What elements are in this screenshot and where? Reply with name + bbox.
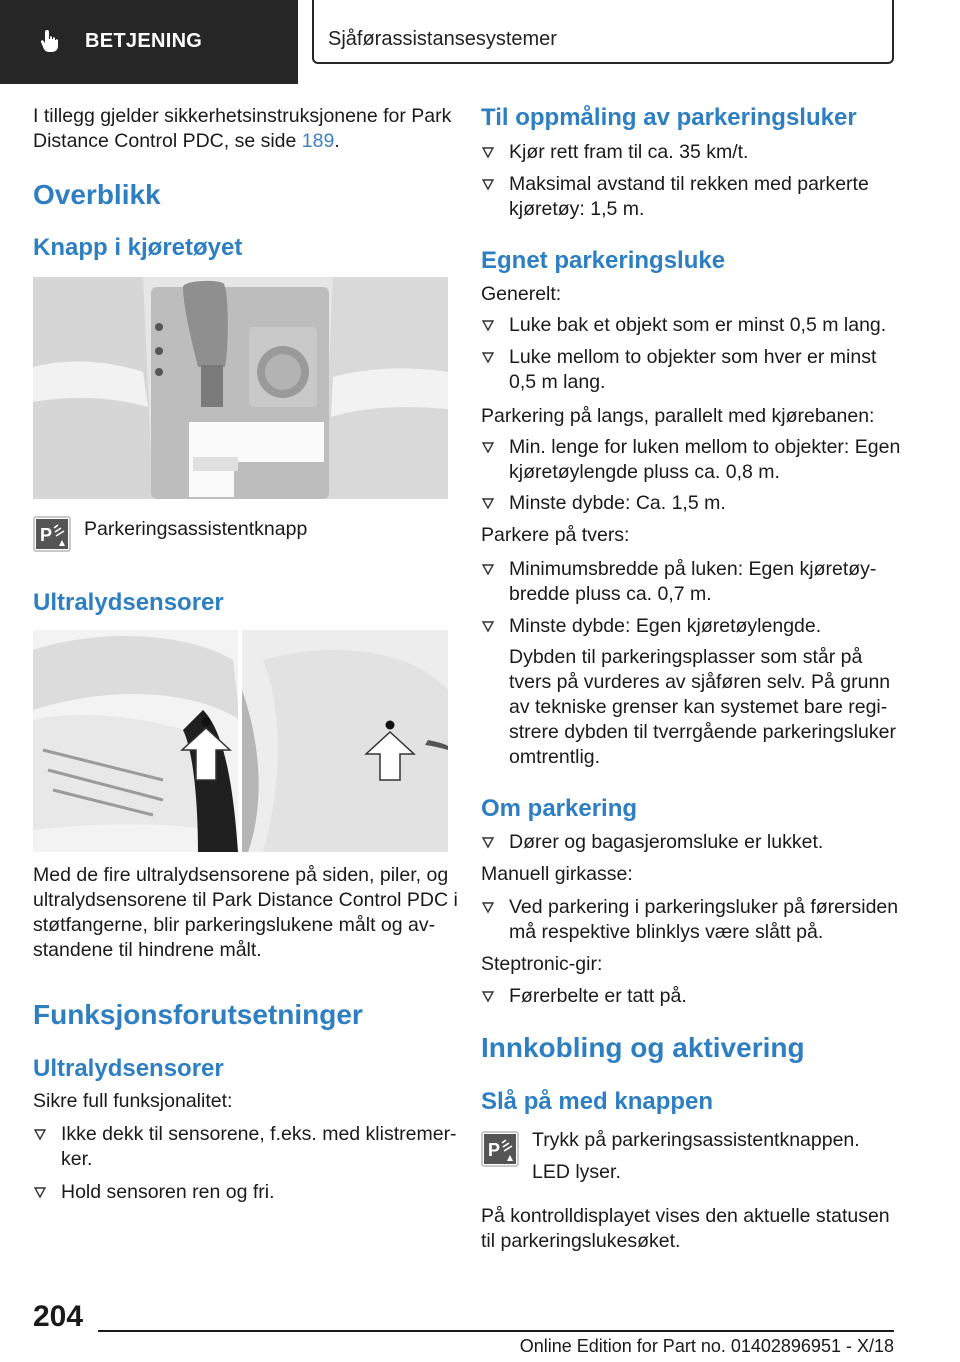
list-item bbox=[481, 984, 901, 1009]
section-tab bbox=[0, 0, 298, 84]
bullet-text: Minste dybde: Ca. 1,5 m. bbox=[509, 492, 726, 514]
console-image bbox=[33, 277, 448, 499]
sensors-para-3: støtfangerne, blir parkeringslukene målt og av- bbox=[33, 914, 436, 936]
heading-sla-pa: Slå på med knappen bbox=[481, 1088, 714, 1115]
bullet-triangle-icon bbox=[481, 557, 495, 582]
list-item bbox=[33, 1180, 453, 1205]
bullet-triangle-icon bbox=[33, 1122, 47, 1147]
icon-caption: Parkeringsassistentknapp bbox=[84, 518, 308, 540]
list-item bbox=[33, 1122, 457, 1172]
bullet-note-line: Dybden til parkeringsplasser som står på bbox=[509, 646, 863, 668]
heading-om-parkering: Om parkering bbox=[481, 795, 638, 822]
sensors-para-1: Med de fire ultralydsensorene på siden, piler, og bbox=[33, 864, 449, 886]
bullet-note-line: tvers på vurderes av sjåføren selv. På grunn bbox=[509, 671, 891, 693]
edition-text: Online Edition for Part no. 01402896951 - X/18 bbox=[519, 1336, 894, 1356]
generelt-label: Generelt: bbox=[481, 283, 562, 305]
list-item bbox=[481, 313, 901, 338]
bullet-triangle-icon bbox=[481, 172, 495, 197]
manuell-label: Manuell girkasse: bbox=[481, 863, 633, 885]
sikre-label: Sikre full funksjonalitet: bbox=[33, 1090, 233, 1112]
bullet-text: kjøretøy: 1,5 m. bbox=[509, 198, 645, 220]
bullet-triangle-icon bbox=[481, 830, 495, 855]
intro-line-1: I tillegg gjelder sikkerhetsinstruksjonene for Park bbox=[33, 105, 452, 127]
list-item bbox=[481, 345, 901, 395]
list-item bbox=[481, 895, 901, 945]
bullet-text: Kjør rett fram til ca. 35 km/t. bbox=[509, 141, 749, 163]
bullet-text: Minimumsbredde på luken: Egen kjøretøy- bbox=[509, 558, 877, 580]
sensors-image bbox=[33, 630, 448, 852]
bullet-note-line: strere dybden til tverrgående parkeringsluker bbox=[509, 721, 896, 743]
bullet-text: må respektive blinklys være slått på. bbox=[509, 921, 824, 943]
bullet-note-line: omtrentlig. bbox=[509, 746, 601, 768]
bullet-text: Min. lenge for luken mellom to objekter: Egen bbox=[509, 436, 901, 458]
led-status: LED lyser. bbox=[532, 1161, 621, 1183]
bullet-text: Hold sensoren ren og fri. bbox=[61, 1181, 275, 1203]
bullet-triangle-icon bbox=[481, 614, 495, 639]
heading-overblikk: Overblikk bbox=[33, 179, 161, 210]
bullet-triangle-icon bbox=[481, 895, 495, 920]
intro-line-2 bbox=[33, 129, 340, 154]
sensors-para-2: ultralydsensorene til Park Distance Control PDC i bbox=[33, 889, 458, 911]
bullet-triangle-icon bbox=[481, 345, 495, 370]
press-instruction: Trykk på parkeringsassistentknappen. bbox=[532, 1129, 860, 1151]
bullet-text: kjøretøylengde pluss ca. 0,8 m. bbox=[509, 461, 780, 483]
bullet-text: Luke mellom to objekter som hver er minst bbox=[509, 346, 877, 368]
bullet-text: 0,5 m lang. bbox=[509, 371, 606, 393]
list-item bbox=[481, 614, 901, 769]
steptronic-label: Steptronic-gir: bbox=[481, 953, 603, 975]
bullet-triangle-icon bbox=[481, 435, 495, 460]
bullet-triangle-icon bbox=[481, 491, 495, 516]
list-item bbox=[481, 172, 901, 222]
chapter-header bbox=[312, 0, 894, 64]
section-label: BETJENING bbox=[85, 30, 203, 52]
bullet-text: Førerbelte er tatt på. bbox=[509, 985, 687, 1007]
bullet-triangle-icon bbox=[481, 984, 495, 1009]
sensors-illustration bbox=[33, 630, 448, 852]
parking-assistant-icon bbox=[33, 516, 71, 552]
tvers-label: Parkere på tvers: bbox=[481, 524, 630, 546]
page-link[interactable]: 189 bbox=[301, 130, 335, 152]
list-item bbox=[481, 830, 901, 855]
heading-funksjon: Funksjonsforutsetninger bbox=[33, 999, 363, 1030]
footer-rule bbox=[98, 1330, 894, 1332]
bullet-text: Minste dybde: Egen kjøretøylengde. bbox=[509, 615, 822, 637]
chapter-title: Sjåførassistansesystemer bbox=[328, 28, 557, 50]
svg-text:P: P bbox=[40, 525, 53, 545]
bullet-triangle-icon bbox=[481, 140, 495, 165]
intro-period: . bbox=[334, 130, 340, 152]
heading-knapp: Knapp i kjøretøyet bbox=[33, 234, 243, 261]
list-item bbox=[481, 491, 901, 516]
list-item bbox=[481, 140, 901, 165]
list-item bbox=[481, 435, 901, 485]
sensors-para-4: standene til hindrene målt. bbox=[33, 939, 262, 961]
bullet-note-line: av tekniske grenser kan systemet bare regi- bbox=[509, 696, 888, 718]
bullet-text: Luke bak et objekt som er minst 0,5 m lang. bbox=[509, 314, 887, 336]
heading-egnet: Egnet parkeringsluke bbox=[481, 247, 726, 274]
bullet-text: Dører og bagasjeromsluke er lukket. bbox=[509, 831, 824, 853]
heading-ultralyd-2: Ultralydsensorer bbox=[33, 1055, 224, 1082]
bullet-text: bredde pluss ca. 0,7 m. bbox=[509, 583, 712, 605]
heading-oppmaling: Til oppmåling av parkeringsluker bbox=[481, 104, 857, 131]
bullet-text: Ikke dekk til sensorene, f.eks. med klistremer- bbox=[61, 1123, 457, 1145]
console-illustration bbox=[33, 277, 448, 499]
final-para-1: På kontrolldisplayet vises den aktuelle statusen bbox=[481, 1205, 890, 1227]
svg-text:P: P bbox=[488, 1140, 501, 1160]
intro-text: Distance Control PDC, se side bbox=[33, 130, 302, 152]
bullet-text: ker. bbox=[61, 1148, 93, 1170]
langs-label: Parkering på langs, parallelt med kjørebanen: bbox=[481, 405, 875, 427]
bullet-triangle-icon bbox=[481, 313, 495, 338]
heading-ultralyd-1: Ultralydsensorer bbox=[33, 589, 224, 616]
list-item bbox=[481, 557, 901, 607]
bullet-text: Ved parkering i parkeringsluker på førersiden bbox=[509, 896, 899, 918]
bullet-text: Maksimal avstand til rekken med parkerte bbox=[509, 173, 869, 195]
heading-innkobling: Innkobling og aktivering bbox=[481, 1032, 805, 1063]
page-number: 204 bbox=[33, 1300, 84, 1333]
final-para-2: til parkeringslukesøket. bbox=[481, 1230, 681, 1252]
parking-assistant-icon bbox=[481, 1131, 519, 1167]
bullet-triangle-icon bbox=[33, 1180, 47, 1205]
hand-pointer-icon bbox=[38, 28, 64, 54]
